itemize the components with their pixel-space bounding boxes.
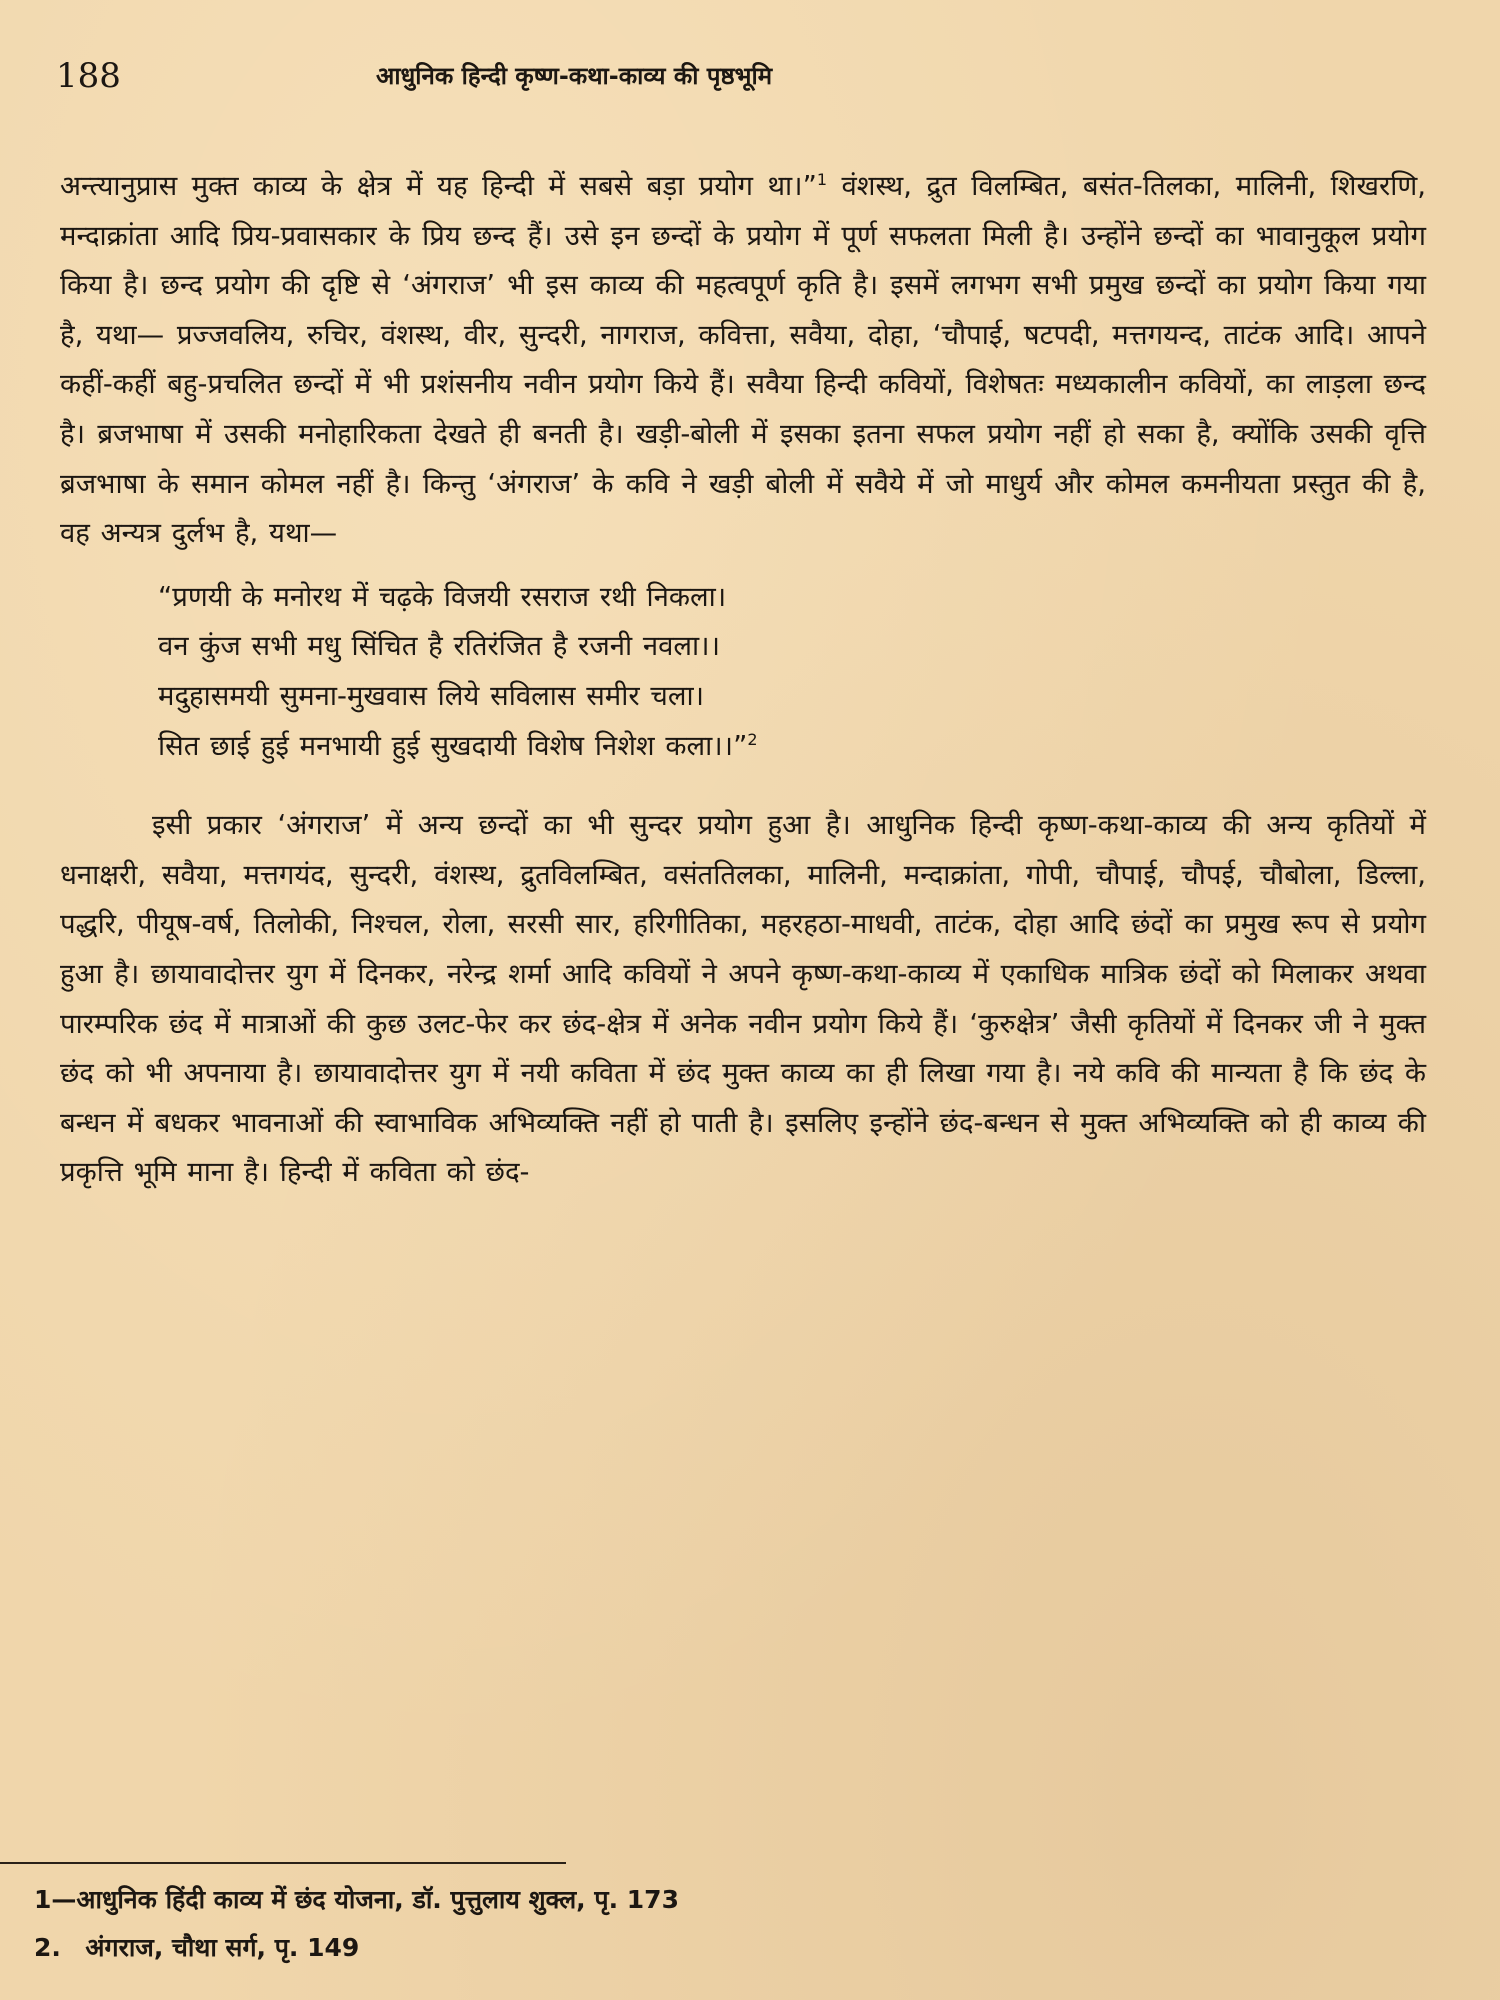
paragraph-1 bbox=[60, 162, 1426, 559]
paragraph-1-text: अन्त्यानुप्रास मुक्त काव्य के क्षेत्र में यह हिन्दी में सबसे बड़ा प्रयोग था।” bbox=[60, 170, 817, 202]
verse-quote bbox=[158, 573, 1426, 771]
verse-line: वन कुंज सभी मधु सिंचित है रतिरंजित है रजनी नवला।। bbox=[158, 630, 721, 663]
paragraph-2: इसी प्रकार ‘अंगराज’ में अन्य छन्दों का भी सुन्दर प्रयोग हुआ है। आधुनिक हिन्दी कृष्ण-कथा-काव्य की अन्य कृतियों में धनाक्षरी, सवैया, मत्तगयंद, सुन्दरी, वंशस्थ, द्रुतविलम्बित, वसंततिलका, मालिनी, मन्दाक्रांता, गोपी, चौपाई, चौपई, चौबोला, डिल्ला, पद्धरि, पीयूष-वर्ष, तिलोकी, निश्चल, रोला, सरसी सार, हरिगीतिका, महरहठा-माधवी, ताटंक, दोहा आदि छंदों का प्रमुख रूप से प्रयोग हुआ है। छायावादोत्तर युग में दिनकर, नरेन्द्र शर्मा आदि कवियों ने अपने कृष्ण-कथा-काव्य में एकाधिक मात्रिक छंदों को मिलाकर अथवा पारम्परिक छंद में मात्राओं की कुछ उलट-फेर कर छंद-क्षेत्र में अनेक नवीन प्रयोग किये हैं। ‘कुरुक्षेत्र’ जैसी कृतियों में दिनकर जी ने मुक्त छंद को भी अपनाया है। छायावादोत्तर युग में नयी कविता में छंद मुक्त काव्य का ही लिखा गया है। नये कवि की मान्यता है कि छंद के बन्धन में बधकर भावनाओं की स्वाभाविक अभिव्यक्ति नहीं हो पाती है। इसलिए इन्होंने छंद-बन्धन से मुक्त अभिव्यक्ति को ही काव्य की प्रकृत्ति भूमि माना है। हिन्दी में कविता को छंद- bbox=[60, 809, 1426, 1189]
running-title: आधुनिक हिन्दी कृष्ण-कथा-काव्य की पृष्ठभूमि bbox=[376, 62, 773, 90]
page-number: 188 bbox=[56, 56, 121, 96]
footnote-number: 2. bbox=[34, 1933, 61, 1962]
footnote-divider bbox=[0, 1862, 566, 1864]
footnote-number: 1— bbox=[34, 1885, 77, 1914]
body-text bbox=[60, 162, 1426, 1198]
verse-line: मदुहासमयी सुमना-मुखवास लिये सविलास समीर चला। bbox=[158, 679, 705, 712]
footnote-ref-2: 2 bbox=[747, 729, 758, 749]
page-header bbox=[56, 52, 1440, 100]
footnote-text: अंगराज, चौथा सर्ग, पृ. 149 bbox=[85, 1933, 360, 1962]
verse-line: “प्रणयी के मनोरथ में चढ़के विजयी रसराज रथी निकला। bbox=[158, 580, 727, 613]
footnote-2 bbox=[34, 1924, 1134, 1972]
verse-line-text: सित छाई हुई मनभायी हुई सुखदायी विशेष निशेश कला।।” bbox=[158, 729, 748, 762]
footnote-ref-1: 1 bbox=[816, 169, 828, 189]
footnote-text: आधुनिक हिंदी काव्य में छंद योजना, डॉ. पुत्तुलाय शुक्ल, पृ. 173 bbox=[76, 1885, 679, 1914]
paragraph-1-text-cont: वंशस्थ, द्रुत विलम्बित, बसंत-तिलका, मालिनी, शिखरणि, मन्दाक्रांता आदि प्रिय-प्रवासकार के प्रिय छन्द हैं। उसे इन छन्दों के प्रयोग में पूर्ण सफलता मिली है। उन्होंने छन्दों का भावानुकूल प्रयोग किया है। छन्द प्रयोग की दृष्टि से ‘अंगराज’ भी इस काव्य की महत्वपूर्ण कृति है। इसमें लगभग सभी प्रमुख छन्दों का प्रयोग किया गया है, यथा— प्रज्जवलिय, रुचिर, वंशस्थ, वीर, सुन्दरी, नागराज, कवित्ता, सवैया, दोहा, ‘चौपाई, षटपदी, मत्तगयन्द, ताटंक आदि। आपने कहीं-कहीं बहु-प्रचलित छन्दों में भी प्रशंसनीय नवीन प्रयोग किये हैं। सवैया हिन्दी कवियों, विशेषतः मध्यकालीन कवियों, का लाड़ला छन्द है। ब्रजभाषा में उसकी मनोहारिकता देखते ही बनती है। खड़ी-बोली में इसका इतना सफल प्रयोग नहीं हो सका है, क्योंकि उसकी वृत्ति ब्रजभाषा के समान कोमल नहीं है। किन्तु ‘अंगराज’ के कवि ने खड़ी बोली में सवैये में जो माधुर्य और कोमल कमनीयता प्रस्तुत की है, वह अन्यत्र दुर्लभ है, यथा— bbox=[60, 170, 1426, 550]
verse-line-last bbox=[158, 722, 1426, 772]
footnotes bbox=[34, 1876, 1134, 1972]
footnote-1 bbox=[34, 1876, 1134, 1924]
